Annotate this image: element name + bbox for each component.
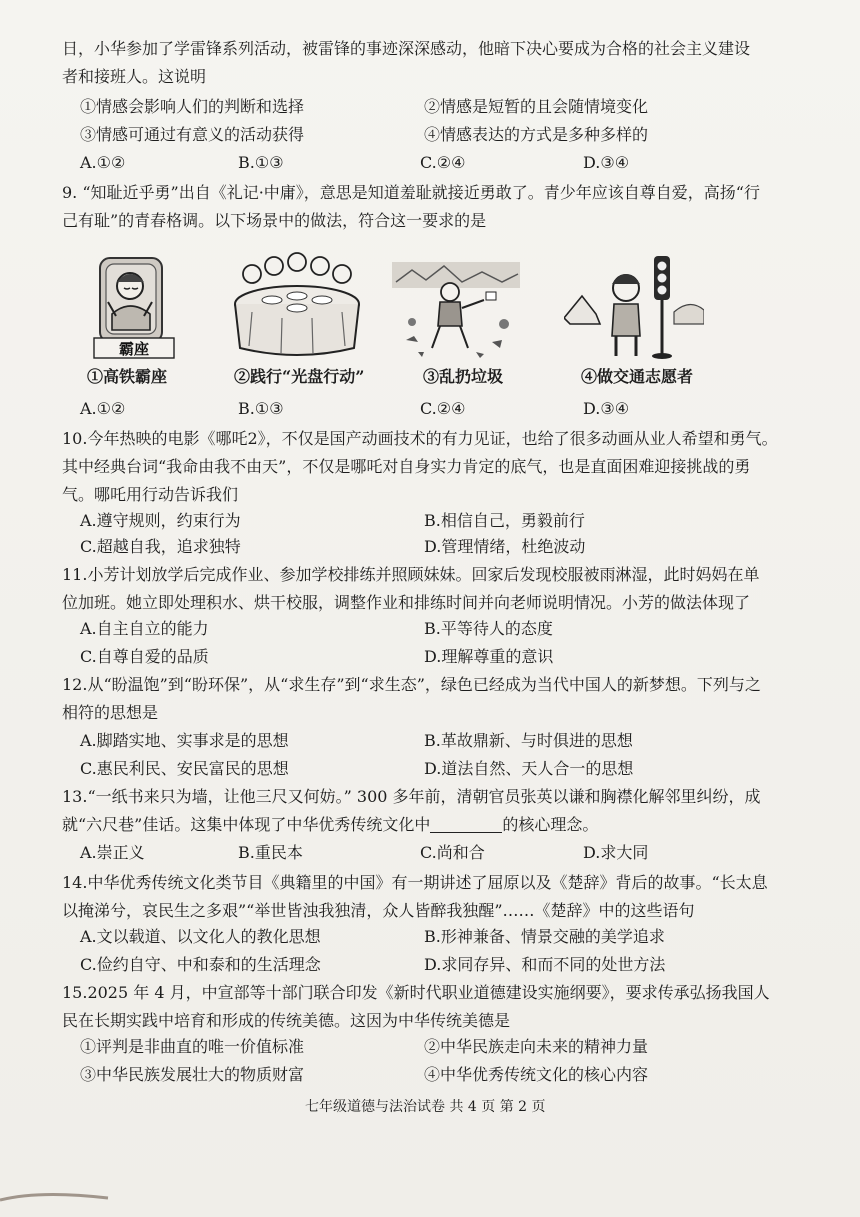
q12-option-a: A.脚踏实地、实事求是的思想 <box>80 731 289 750</box>
q8-item-3: ③情感可通过有意义的活动获得 <box>80 125 305 144</box>
q15-item-4: ④中华优秀传统文化的核心内容 <box>424 1065 649 1084</box>
q11-option-d: D.理解尊重的意识 <box>424 647 554 666</box>
q8-stem-line1: 日，小华参加了学雷锋系列活动，被雷锋的事迹深深感动，他暗下决心要成为合格的社会主义建设 <box>62 39 751 58</box>
q12-option-b: B.革故鼎新、与时俱进的思想 <box>424 731 633 750</box>
q9-stem-line2: 己有耻”的青春格调。以下场景中的做法，符合这一要求的是 <box>62 211 487 230</box>
q10-option-a: A.遵守规则，约束行为 <box>80 511 241 530</box>
q11-stem-line2: 位加班。她立即处理积水、烘干校服，调整作业和排练时间并向老师说明情况。小芳的做法体现了 <box>62 593 751 612</box>
q15-item-1: ①评判是非曲直的唯一价值标准 <box>80 1037 305 1056</box>
seat-hogging-illustration <box>86 252 186 360</box>
q11-option-b: B.平等待人的态度 <box>424 619 553 638</box>
q13-stem-line2-before-blank: 就“六尺巷”佳话。这集中体现了中华优秀传统文化中 <box>62 815 431 834</box>
q10-stem-line3: 气。哪吒用行动告诉我们 <box>62 485 239 504</box>
q9-option-d: D.③④ <box>583 399 630 418</box>
q8-item-1: ①情感会影响人们的判断和选择 <box>80 97 305 116</box>
q14-stem-line2: 以掩涕兮，哀民生之多艰”“举世皆浊我独清，众人皆醉我独醒”……《楚辞》中的这些语句 <box>62 901 695 920</box>
q14-option-a: A.文以载道、以文化人的教化思想 <box>80 927 321 946</box>
q10-stem-line2: 其中经典台词“我命由我不由天”，不仅是哪吒对自身实力肯定的底气，也是直面困难迎接挑战的勇 <box>62 457 751 476</box>
q15-item-2: ②中华民族走向未来的精神力量 <box>424 1037 649 1056</box>
q8-option-b: B.①③ <box>238 153 284 172</box>
q8-item-4: ④情感表达的方式是多种多样的 <box>424 125 649 144</box>
q12-option-c: C.惠民利民、安民富民的思想 <box>80 759 289 778</box>
q8-option-a: A.①② <box>80 153 126 172</box>
q11-stem-line1: 11.小芳计划放学后完成作业、参加学校排练并照顾妹妹。回家后发现校服被雨淋湿，此时妈妈在单 <box>62 565 760 584</box>
q15-item-3: ③中华民族发展壮大的物质财富 <box>80 1065 305 1084</box>
q15-stem-line2: 民在长期实践中培育和形成的传统美德。这因为中华传统美德是 <box>62 1011 511 1030</box>
traffic-volunteer-illustration <box>564 252 704 360</box>
q9-option-a: A.①② <box>80 399 126 418</box>
scan-smudge <box>0 1188 110 1206</box>
q13-option-d: D.求大同 <box>583 843 649 862</box>
q14-option-d: D.求同存异、和而不同的处世方法 <box>424 955 666 974</box>
q8-stem-line2: 者和接班人。这说明 <box>62 67 207 86</box>
q10-option-d: D.管理情绪，杜绝波动 <box>424 537 586 556</box>
q13-stem-line1: 13.“一纸书来只为墙，让他三尺又何妨。” 300 多年前，清朝官员张英以谦和胸襟化解邻里纠纷，成 <box>62 787 761 806</box>
q13-option-b: B.重民本 <box>238 843 303 862</box>
q13-stem-line2-after-blank: 的核心理念。 <box>502 815 599 834</box>
littering-illustration <box>392 252 522 360</box>
q10-option-c: C.超越自我，追求独特 <box>80 537 241 556</box>
q8-item-2: ②情感是短暂的且会随情境变化 <box>424 97 649 116</box>
q8-option-c: C.②④ <box>420 153 466 172</box>
q12-stem-line1: 12.从“盼温饱”到“盼环保”，从“求生存”到“求生态”，绿色已经成为当代中国人的新梦想。下列与之 <box>62 675 761 694</box>
clean-plate-illustration <box>222 252 372 360</box>
q14-option-c: C.俭约自守、中和泰和的生活理念 <box>80 955 321 974</box>
q10-stem-line1: 10.今年热映的电影《哪吒2》，不仅是国产动画技术的有力见证，也给了很多动画从业人希望和勇气。 <box>62 429 778 448</box>
q9-option-c: C.②④ <box>420 399 466 418</box>
q9-caption-1: ①高铁霸座 <box>87 367 168 386</box>
page-footer: 七年级道德与法治试卷 共 4 页 第 2 页 <box>305 1099 546 1115</box>
q9-caption-3: ③乱扔垃圾 <box>423 367 504 386</box>
q13-option-a: A.崇正义 <box>80 843 145 862</box>
seat-sign-label: 霸座 <box>118 340 150 358</box>
q12-stem-line2: 相符的思想是 <box>62 703 159 722</box>
q8-option-d: D.③④ <box>583 153 630 172</box>
q13-option-c: C.尚和合 <box>420 843 485 862</box>
q9-caption-2: ②践行“光盘行动” <box>234 367 365 386</box>
q12-option-d: D.道法自然、天人合一的思想 <box>424 759 634 778</box>
q13-stem-line2 <box>62 814 598 836</box>
q9-caption-4: ④做交通志愿者 <box>581 367 694 386</box>
q11-option-c: C.自尊自爱的品质 <box>80 647 209 666</box>
q15-stem-line1: 15.2025 年 4 月，中宣部等十部门联合印发《新时代职业道德建设实施纲要》，要求传承弘扬我国人 <box>62 983 770 1002</box>
q10-option-b: B.相信自己，勇毅前行 <box>424 511 585 530</box>
q11-option-a: A.自主自立的能力 <box>80 619 209 638</box>
q14-option-b: B.形神兼备、情景交融的美学追求 <box>424 927 665 946</box>
answer-blank <box>430 816 502 833</box>
q14-stem-line1: 14.中华优秀传统文化类节目《典籍里的中国》有一期讲述了屈原以及《楚辞》背后的故事。“长太息 <box>62 873 768 892</box>
q9-option-b: B.①③ <box>238 399 284 418</box>
q9-stem-line1: 9. “知耻近乎勇”出自《礼记·中庸》，意思是知道羞耻就接近勇敢了。青少年应该自尊自爱，高扬“行 <box>62 183 760 202</box>
